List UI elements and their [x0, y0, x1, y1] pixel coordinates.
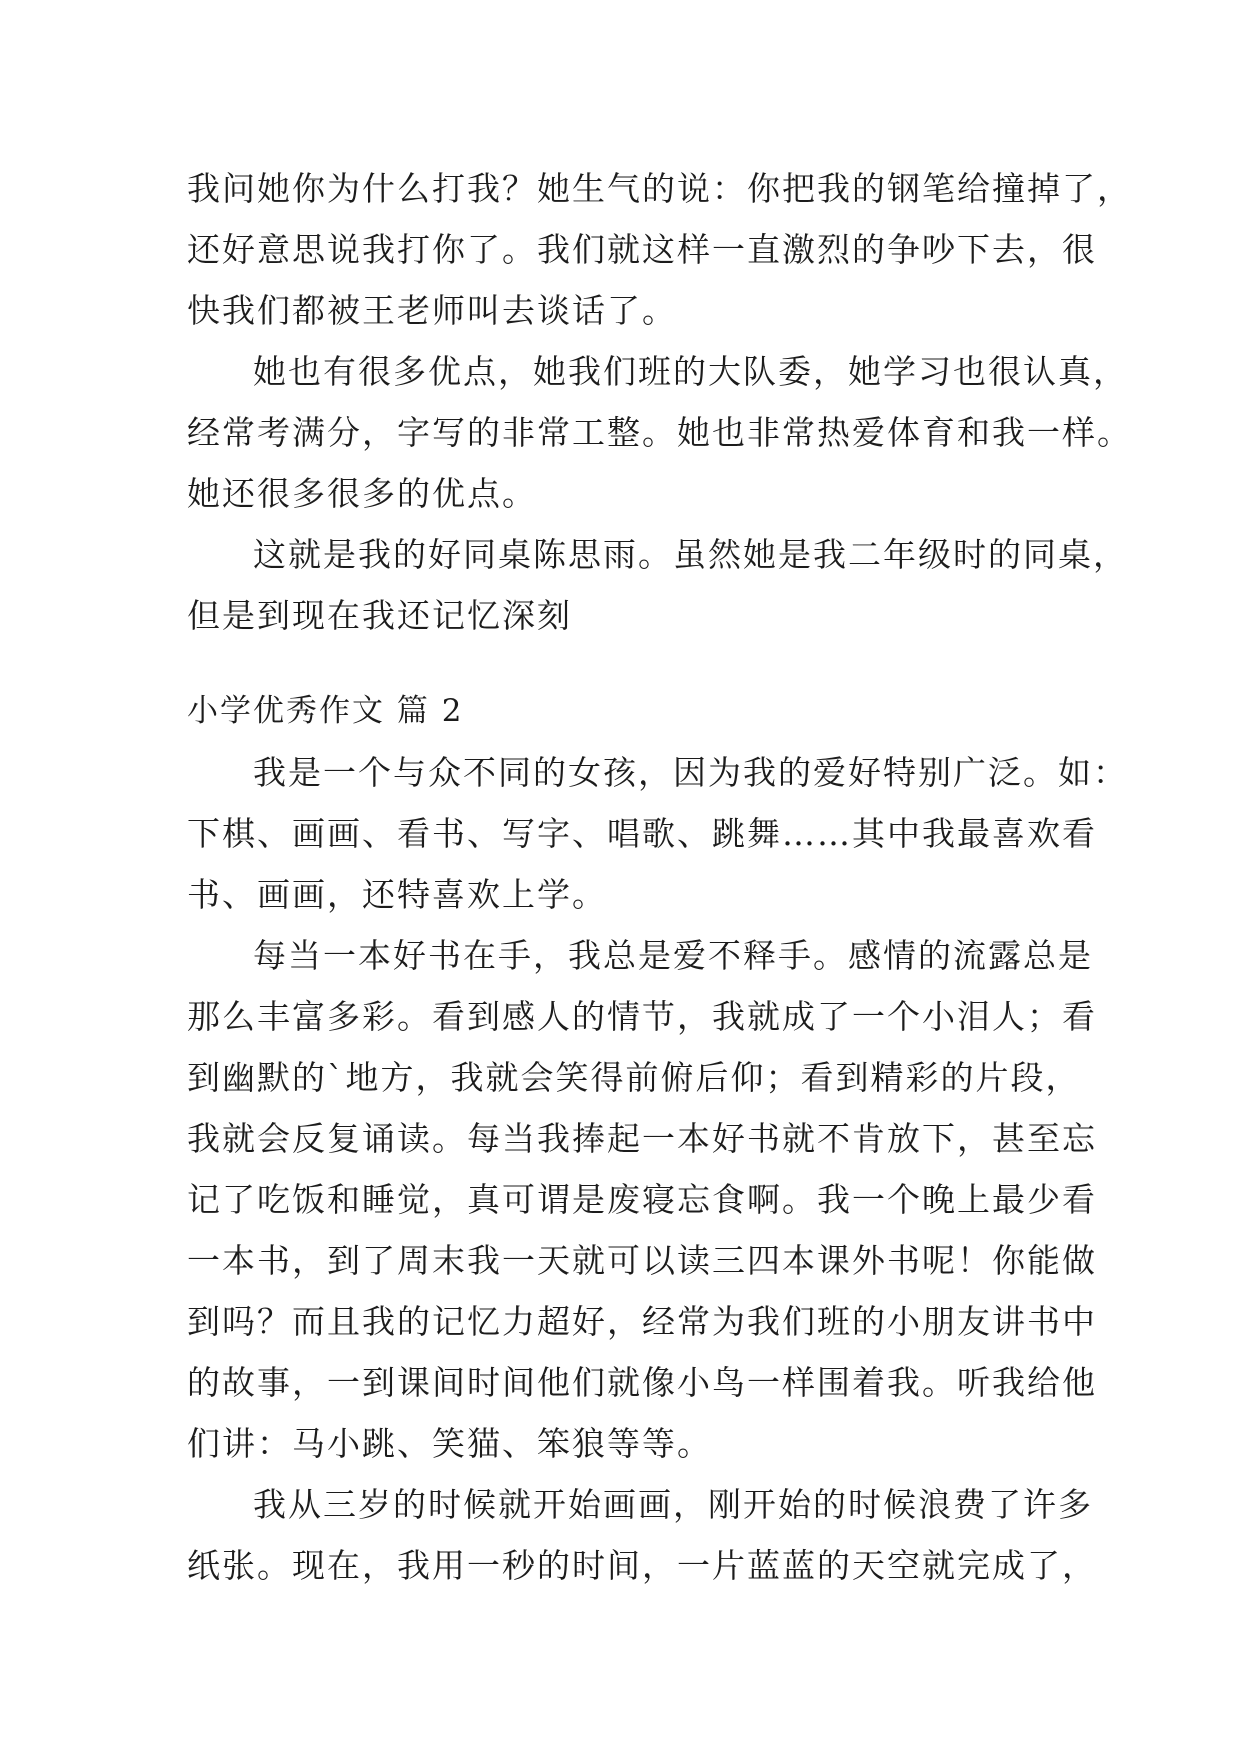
- text-line: 那么丰富多彩。看到感人的情节，我就成了一个小泪人；看: [187, 997, 1097, 1036]
- text-line: 们讲：马小跳、笑猫、笨狼等等。: [187, 1424, 712, 1463]
- text-line: 一本书，到了周末我一天就可以读三四本课外书呢！你能做: [187, 1241, 1097, 1280]
- text-line: 她还很多很多的优点。: [187, 474, 537, 513]
- essay-section-2: [187, 681, 1128, 1596]
- text-line: 经常考满分，字写的非常工整。她也非常热爱体育和我一样。: [187, 413, 1132, 452]
- text-line: 但是到现在我还记忆深刻: [187, 596, 572, 635]
- text-line: 的故事，一到课间时间他们就像小鸟一样围着我。听我给他: [187, 1363, 1097, 1402]
- text-line: 到幽默的`地方，我就会笑得前俯后仰；看到精彩的片段，: [187, 1058, 1081, 1097]
- text-line: 快我们都被王老师叫去谈话了。: [187, 291, 677, 330]
- essay-title: 小学优秀作文 篇 2: [187, 693, 464, 729]
- paragraph-start-line: 每当一本好书在手，我总是爱不释手。感情的流露总是: [253, 936, 1093, 975]
- paragraph-start-line: 她也有很多优点，她我们班的大队委，她学习也很认真，: [253, 352, 1128, 391]
- paragraph-start-line: 这就是我的好同桌陈思雨。虽然她是我二年级时的同桌，: [253, 535, 1128, 574]
- essay-section-1: [187, 158, 1132, 646]
- text-line: 书、画画，还特喜欢上学。: [187, 875, 607, 914]
- text-line: 我问她你为什么打我？她生气的说：你把我的钢笔给撞掉了，: [187, 169, 1132, 208]
- text-line: 我就会反复诵读。每当我捧起一本好书就不肯放下，甚至忘: [187, 1119, 1097, 1158]
- text-line: 记了吃饭和睡觉，真可谓是废寝忘食啊。我一个晚上最少看: [187, 1180, 1097, 1219]
- paragraph-start-line: 我是一个与众不同的女孩，因为我的爱好特别广泛。如：: [253, 753, 1128, 792]
- text-line: 到吗？而且我的记忆力超好，经常为我们班的小朋友讲书中: [187, 1302, 1097, 1341]
- paragraph-start-line: 我从三岁的时候就开始画画，刚开始的时候浪费了许多: [253, 1485, 1093, 1524]
- text-line: 下棋、画画、看书、写字、唱歌、跳舞……其中我最喜欢看: [187, 814, 1097, 853]
- text-line: 还好意思说我打你了。我们就这样一直激烈的争吵下去，很: [187, 230, 1097, 269]
- text-line: 纸张。现在，我用一秒的时间，一片蓝蓝的天空就完成了，: [187, 1546, 1097, 1585]
